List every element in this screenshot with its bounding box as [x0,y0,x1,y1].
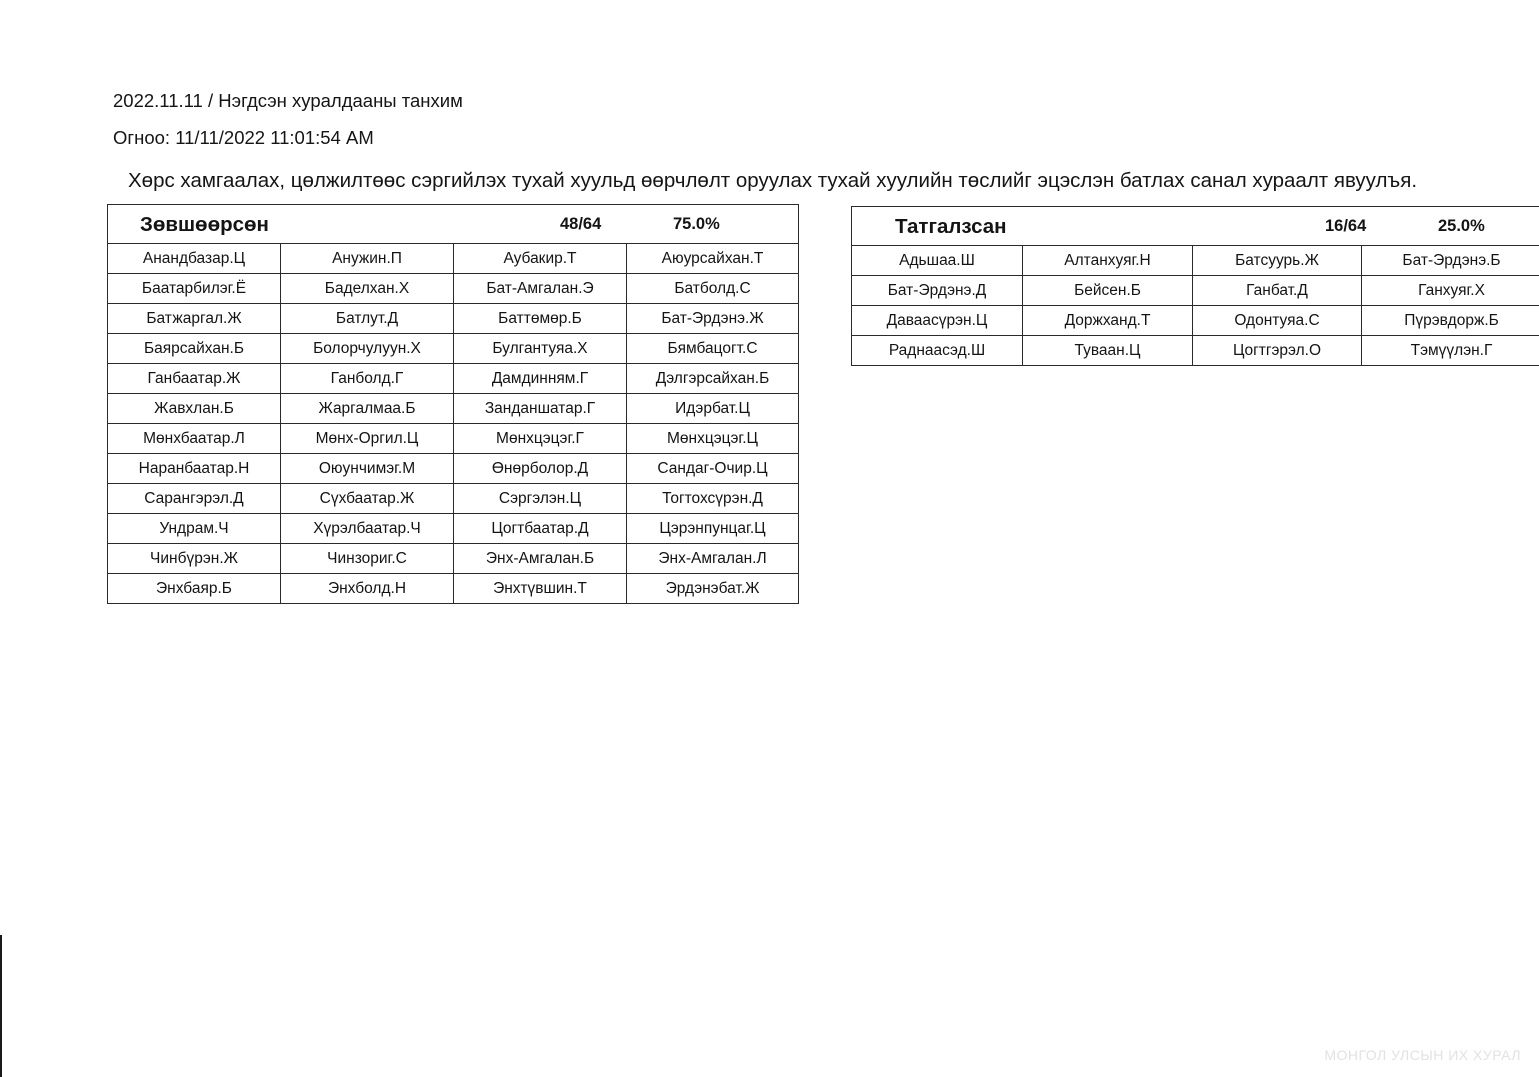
session-header: 2022.11.11 / Нэгдсэн хуралдааны танхим [113,90,463,111]
rejected-percent: 25.0% [1438,217,1485,235]
member-name-cell: Батболд.С [627,274,799,304]
member-name-cell: Тэмүүлэн.Г [1362,336,1539,366]
member-name-cell: Бейсен.Б [1023,276,1193,306]
member-name-cell: Энхбаяр.Б [108,574,281,604]
member-name-cell: Энхтүвшин.Т [454,574,627,604]
member-name-cell: Аюурсайхан.Т [627,244,799,274]
member-name-cell: Мөнхбаатар.Л [108,424,281,454]
member-name-cell: Дамдинням.Г [454,364,627,394]
member-name-cell: Энх-Амгалан.Б [454,544,627,574]
member-name-cell: Ганбат.Д [1193,276,1362,306]
member-name-cell: Анандбазар.Ц [108,244,281,274]
approved-body [108,244,799,604]
member-name-cell: Оюунчимэг.М [281,454,454,484]
parliament-watermark: МОНГОЛ УЛСЫН ИХ ХУРАЛ [1324,1047,1521,1063]
member-name-cell: Бат-Эрдэнэ.Ж [627,304,799,334]
member-name-cell: Аубакир.Т [454,244,627,274]
member-name-cell: Сарангэрэл.Д [108,484,281,514]
member-name-cell: Цогтбаатар.Д [454,514,627,544]
table-row [108,364,799,394]
member-name-cell: Занданшатар.Г [454,394,627,424]
member-name-cell: Цэрэнпунцаг.Ц [627,514,799,544]
rejected-title: Татгалзсан [895,215,1007,238]
member-name-cell: Сүхбаатар.Ж [281,484,454,514]
member-name-cell: Өнөрболор.Д [454,454,627,484]
member-name-cell: Алтанхуяг.Н [1023,246,1193,276]
member-name-cell: Сэргэлэн.Ц [454,484,627,514]
scan-edge-mark [0,935,2,1077]
member-name-cell: Баделхан.Х [281,274,454,304]
member-name-cell: Даваасүрэн.Ц [852,306,1023,336]
approved-title: Зөвшөөрсөн [140,213,269,236]
rejected-count: 16/64 [1325,217,1367,235]
member-name-cell: Бат-Эрдэнэ.Б [1362,246,1539,276]
member-name-cell: Бат-Амгалан.Э [454,274,627,304]
member-name-cell: Туваан.Ц [1023,336,1193,366]
member-name-cell: Ганхуяг.Х [1362,276,1539,306]
rejected-header [852,207,1539,246]
member-name-cell: Баатарбилэг.Ё [108,274,281,304]
table-row [108,304,799,334]
member-name-cell: Чинбүрэн.Ж [108,544,281,574]
approved-count: 48/64 [560,215,602,233]
table-row [108,334,799,364]
member-name-cell: Батжаргал.Ж [108,304,281,334]
member-name-cell: Хүрэлбаатар.Ч [281,514,454,544]
table-row [108,514,799,544]
member-name-cell: Чинзориг.С [281,544,454,574]
vote-date: Огноо: 11/11/2022 11:01:54 AM [113,127,374,148]
table-row [108,574,799,604]
member-name-cell: Дэлгэрсайхан.Б [627,364,799,394]
member-name-cell: Анужин.П [281,244,454,274]
member-name-cell: Ганболд.Г [281,364,454,394]
member-name-cell: Энхболд.Н [281,574,454,604]
member-name-cell: Мөнхцэцэг.Ц [627,424,799,454]
approved-percent: 75.0% [673,215,720,233]
table-row [852,276,1539,306]
member-name-cell: Булгантуяа.Х [454,334,627,364]
member-name-cell: Пүрэвдорж.Б [1362,306,1539,336]
table-row [108,484,799,514]
table-row [108,394,799,424]
member-name-cell: Бат-Эрдэнэ.Д [852,276,1023,306]
member-name-cell: Мөнхцэцэг.Г [454,424,627,454]
member-name-cell: Адьшаа.Ш [852,246,1023,276]
approved-header [108,205,799,244]
member-name-cell: Наранбаатар.Н [108,454,281,484]
member-name-cell: Ганбаатар.Ж [108,364,281,394]
member-name-cell: Ундрам.Ч [108,514,281,544]
member-name-cell: Доржханд.Т [1023,306,1193,336]
member-name-cell: Тогтохсүрэн.Д [627,484,799,514]
table-row [852,336,1539,366]
table-row [108,424,799,454]
table-row [108,274,799,304]
table-row [108,244,799,274]
rejected-table [851,206,1539,366]
table-row [108,544,799,574]
table-row [852,246,1539,276]
member-name-cell: Жаргалмаа.Б [281,394,454,424]
member-name-cell: Раднаасэд.Ш [852,336,1023,366]
member-name-cell: Одонтуяа.С [1193,306,1362,336]
approved-table [107,204,799,604]
table-row [108,454,799,484]
member-name-cell: Сандаг-Очир.Ц [627,454,799,484]
member-name-cell: Эрдэнэбат.Ж [627,574,799,604]
member-name-cell: Цогтгэрэл.О [1193,336,1362,366]
member-name-cell: Батсуурь.Ж [1193,246,1362,276]
member-name-cell: Бямбацогт.С [627,334,799,364]
member-name-cell: Мөнх-Оргил.Ц [281,424,454,454]
member-name-cell: Идэрбат.Ц [627,394,799,424]
member-name-cell: Баярсайхан.Б [108,334,281,364]
rejected-body [852,246,1539,366]
member-name-cell: Батлут.Д [281,304,454,334]
table-row [852,306,1539,336]
member-name-cell: Энх-Амгалан.Л [627,544,799,574]
member-name-cell: Баттөмөр.Б [454,304,627,334]
member-name-cell: Болорчулуун.Х [281,334,454,364]
motion-text: Хөрс хамгаалах, цөлжилтөөс сэргийлэх тухай хуульд өөрчлөлт оруулах тухай хуулийн төслийг эцэслэн батлах санал хураалт явуулъя. [128,169,1418,192]
member-name-cell: Жавхлан.Б [108,394,281,424]
